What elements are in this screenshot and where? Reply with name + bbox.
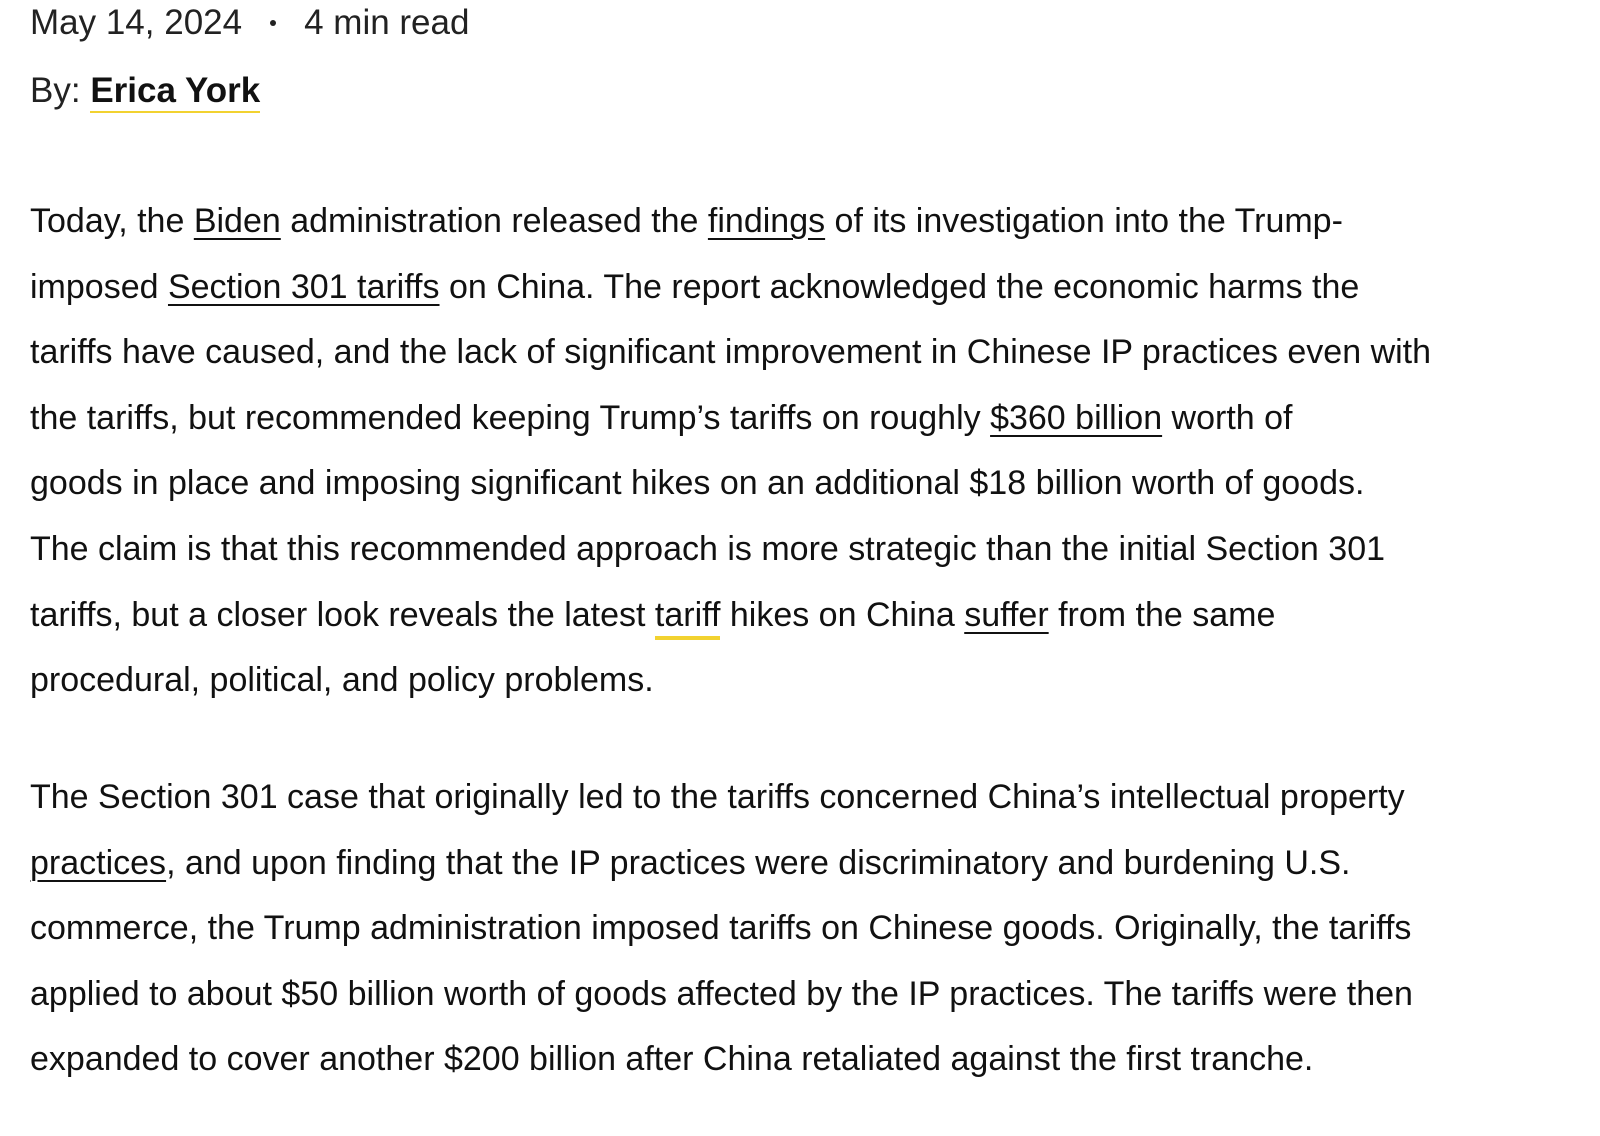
text-span: on China. The report acknowledged the economic harms the xyxy=(439,267,1360,306)
paragraph-intro xyxy=(30,189,1570,714)
paragraph-line xyxy=(30,831,1570,897)
paragraph-line: tariffs have caused, and the lack of significant improvement in Chinese IP practices even with xyxy=(30,333,1432,372)
byline-prefix: By: xyxy=(30,71,81,110)
paragraph-line: The Section 301 case that originally led to the tariffs concerned China’s intellectual property xyxy=(30,778,1405,816)
paragraph-line xyxy=(30,583,1570,649)
text-span: of its investigation into the Trump- xyxy=(825,202,1343,240)
text-span: , and upon finding that the IP practices were discriminatory and burdening U.S. xyxy=(166,843,1351,882)
paragraph-line: applied to about $50 billion worth of goods affected by the IP practices. The tariffs were then xyxy=(30,974,1413,1013)
link-findings[interactable]: findings xyxy=(707,202,826,240)
link-360-billion[interactable]: $360 billion xyxy=(990,398,1163,437)
text-span: tariffs, but a closer look reveals the latest xyxy=(30,595,655,634)
paragraph-line xyxy=(30,386,1570,452)
text-span: hikes on China xyxy=(720,595,965,634)
paragraph-line: commerce, the Trump administration imposed tariffs on Chinese goods. Originally, the tariffs xyxy=(30,909,1412,948)
article-meta xyxy=(30,0,469,46)
link-suffer[interactable]: suffer xyxy=(964,595,1049,634)
paragraph-line: goods in place and imposing significant hikes on an additional $18 billion worth of goods. xyxy=(30,464,1365,503)
link-biden[interactable]: Biden xyxy=(193,202,281,240)
paragraph-line: The claim is that this recommended approach is more strategic than the initial Section 301 xyxy=(30,529,1386,568)
link-section-301-tariffs[interactable]: Section 301 tariffs xyxy=(167,267,440,306)
paragraph-line xyxy=(30,255,1570,321)
link-tariff-glossary[interactable]: tariff xyxy=(655,596,721,640)
text-span: Today, the xyxy=(30,202,194,240)
author-link[interactable]: Erica York xyxy=(90,71,260,113)
publish-date: May 14, 2024 xyxy=(30,3,243,42)
byline xyxy=(30,68,260,114)
paragraph-line: expanded to cover another $200 billion after China retaliated against the first tranche. xyxy=(30,1040,1314,1079)
text-span: worth of xyxy=(1162,398,1293,437)
paragraph-background xyxy=(30,765,1570,1093)
link-practices[interactable]: practices xyxy=(30,843,167,882)
text-span: the tariffs, but recommended keeping Trump’s tariffs on roughly xyxy=(30,398,991,437)
separator-dot-icon xyxy=(270,20,276,26)
paragraph-line: procedural, political, and policy problems. xyxy=(30,661,654,700)
read-time: 4 min read xyxy=(304,3,470,42)
text-span: imposed xyxy=(30,267,168,306)
text-span: administration released the xyxy=(280,202,708,240)
paragraph-line xyxy=(30,189,1570,255)
text-span: from the same xyxy=(1048,595,1276,634)
